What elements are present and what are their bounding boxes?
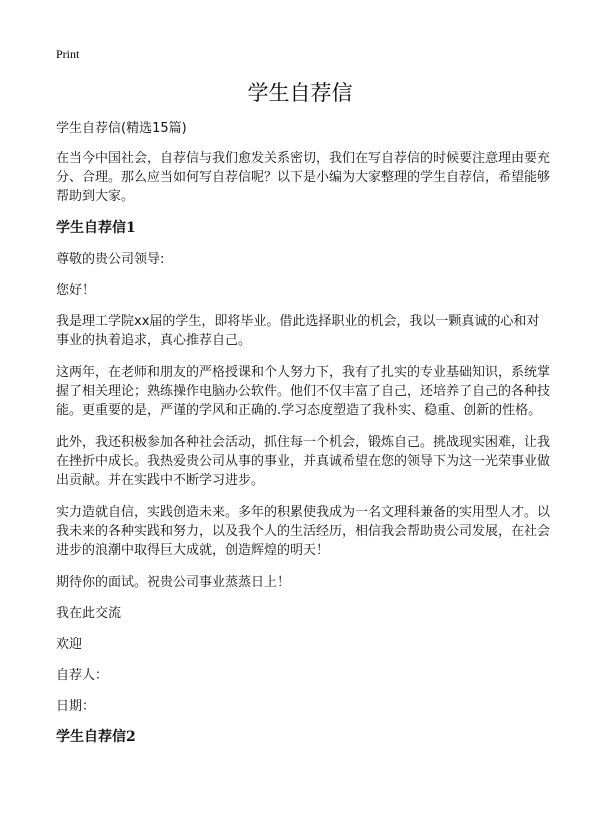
section-heading-1: 学生自荐信1 xyxy=(56,220,136,236)
greeting: 您好！ xyxy=(56,283,96,298)
body-paragraph-2: 这两年，在老师和朋友的严格授课和个人努力下，我有了扎实的专业基础知识，系统掌握了相关理论；熟练操作电脑办公软件。他们不仅丰富了自己，还培养了自己的各种技能。更重要的是，严谨的学风和正确的.学习态度塑造了我朴实、稳重、创新的性格。 xyxy=(56,365,551,418)
print-link[interactable]: Print xyxy=(56,47,80,61)
salutation: 尊敬的贵公司领导: xyxy=(56,252,165,267)
closing-line-1: 我在此交流 xyxy=(56,606,122,621)
body-paragraph-1: 我是理工学院xx届的学生，即将毕业。借此选择职业的机会，我以一颗真诚的心和对事业的执着追求，真心推荐自己。 xyxy=(56,314,540,348)
closing-line-2: 欢迎 xyxy=(56,637,83,652)
intro-paragraph: 在当今中国社会，自荐信与我们愈发关系密切，我们在写自荐信的时候要注意理由要充分、合理。那么应当如何写自荐信呢？以下是小编为大家整理的学生自荐信，希望能够帮助到大家。 xyxy=(56,151,551,204)
closing-wish: 期待你的面试。祝贵公司事业蒸蒸日上！ xyxy=(56,575,291,590)
page-title: 学生自荐信 xyxy=(247,81,353,105)
document-body xyxy=(56,119,550,759)
section-heading-2: 学生自荐信2 xyxy=(56,729,136,745)
body-paragraph-4: 实力造就自信，实践创造未来。多年的积累使我成为一名文理科兼备的实用型人才。以我未来的各种实践和努力，以及我个人的生活经历，相信我会帮助贵公司发展，在社会进步的浪潮中取得巨大成就，创造辉煌的明天！ xyxy=(56,505,551,558)
body-paragraph-3: 此外，我还积极参加各种社会活动，抓住每一个机会，锻炼自己。挑战现实困难，让我在挫折中成长。我热爱贵公司从事的事业，并真诚希望在您的领导下为这一光荣事业做出贡献。并在实践中不断学习进步。 xyxy=(56,435,551,488)
signer-label: 自荐人： xyxy=(56,668,109,683)
document-subtitle: 学生自荐信(精选15篇) xyxy=(56,121,187,136)
date-label: 日期： xyxy=(56,699,96,714)
